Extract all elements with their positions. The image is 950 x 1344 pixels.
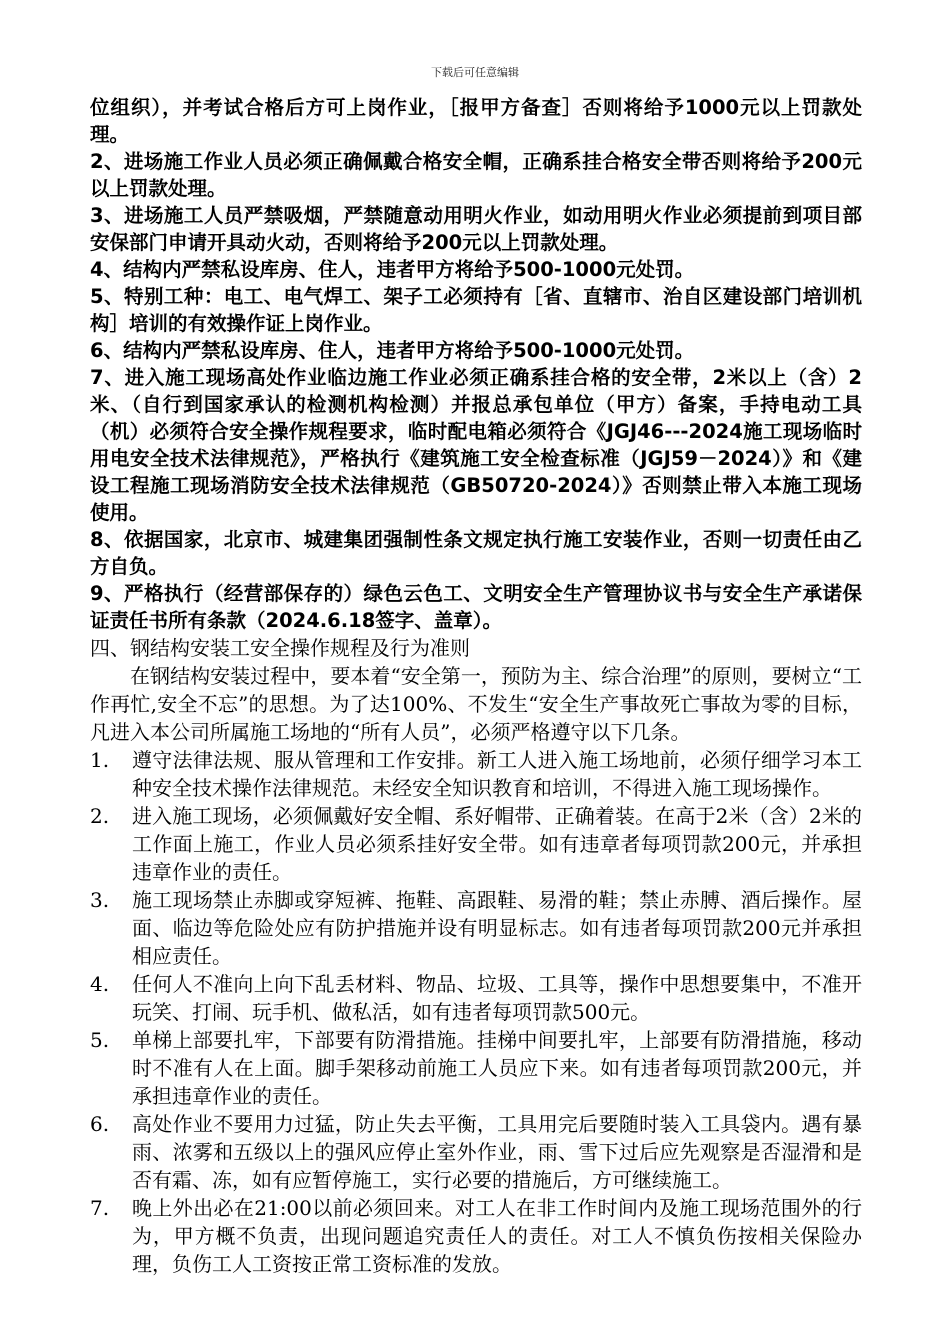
rule-text: 单梯上部要扎牢，下部要有防滑措施。挂梯中间要扎牢，上部要有防滑措施，移动时不准有人在上面。脚手架移动前施工人员应下来。如有违者每项罚款200元，并承担违章作业的责任。 [132, 1028, 862, 1108]
rule-number: 7. [90, 1196, 110, 1220]
rule-text: 进入施工现场，必须佩戴好安全帽、系好帽带、正确着装。在高于2米（含）2米的工作面上施工，作业人员必须系挂好安全带。如有违章者每项罚款200元，并承担违章作业的责任。 [132, 804, 862, 884]
rule-number: 1. [90, 748, 110, 772]
paragraph-item-2: 2、进场施工作业人员必须正确佩戴合格安全帽，正确系挂合格安全带否则将给予200元以上罚款处理。 [90, 150, 862, 200]
rule-number: 4. [90, 972, 110, 996]
rule-text: 遵守法律法规、服从管理和工作安排。新工人进入施工场地前，必须仔细学习本工种安全技术操作法律规范。未经安全知识教育和培训，不得进入施工现场操作。 [132, 748, 862, 800]
paragraph-item-5: 5、特别工种：电工、电气焊工、架子工必须持有［省、直辖市、治自区建设部门培训机构］培训的有效操作证上岗作业。 [90, 285, 862, 335]
rule-item-5 [90, 1026, 862, 1110]
paragraph-item-7: 7、进入施工现场高处作业临边施工作业必须正确系挂合格的安全带，2米以上（含）2米、（自行到国家承认的检测机构检测）并报总承包单位（甲方）备案，手持电动工具（机）必须符合安全操作规程要求，临时配电箱必须符合《JGJ46---2024施工现场临时用电安全技术法律规范》，严格执行《建筑施工安全检查标准（JGJ59－2024）》和《建设工程施工现场消防安全技术法律规范（GB50720-2024）》否则禁止带入本施工现场使用。 [90, 366, 862, 524]
rule-text: 施工现场禁止赤脚或穿短裤、拖鞋、高跟鞋、易滑的鞋；禁止赤膊、酒后操作。屋面、临边等危险处应有防护措施并设有明显标志。如有违者每项罚款200元并承担相应责任。 [132, 888, 862, 968]
rule-number: 5. [90, 1028, 110, 1052]
paragraph-continuation: 位组织），并考试合格后方可上岗作业，［报甲方备查］否则将给予1000元以上罚款处理。 [90, 96, 862, 146]
rule-item-3 [90, 886, 862, 970]
rule-text: 晚上外出必在21:00以前必须回来。对工人在非工作时间内及施工现场范围外的行为，甲方概不负责，出现问题追究责任人的责任。对工人不慎负伤按相关保险办理，负伤工人工资按正常工资标准的发放。 [132, 1196, 862, 1276]
rule-number: 3. [90, 888, 110, 912]
paragraph-item-4: 4、结构内严禁私设库房、住人，违者甲方将给予500-1000元处罚。 [90, 258, 695, 281]
section-intro: 在钢结构安装过程中，要本着“安全第一，预防为主、综合治理”的原则，要树立“工作再忙,安全不忘”的思想。为了达100%、不发生“安全生产事故死亡事故为零的目标，凡进入本公司所属施工场地的“所有人员”，必须严格遵守以下几条。 [90, 664, 862, 744]
rule-item-2 [90, 802, 862, 886]
rule-text: 任何人不准向上向下乱丢材料、物品、垃圾、工具等，操作中思想要集中，不准开玩笑、打闹、玩手机、做私活，如有违者每项罚款500元。 [132, 972, 862, 1024]
rule-item-6 [90, 1110, 862, 1194]
paragraph-item-3: 3、进场施工人员严禁吸烟，严禁随意动用明火作业，如动用明火作业必须提前到项目部安保部门申请开具动火动，否则将给予200元以上罚款处理。 [90, 204, 862, 254]
rule-item-7 [90, 1194, 862, 1278]
document-body [90, 94, 862, 1278]
paragraph-item-8: 8、依据国家，北京市、城建集团强制性条文规定执行施工安装作业，否则一切责任由乙方自负。 [90, 528, 862, 578]
rule-text: 高处作业不要用力过猛，防止失去平衡，工具用完后要随时装入工具袋内。遇有暴雨、浓雾和五级以上的强风应停止室外作业，雨、雪下过后应先观察是否湿滑和是否有霜、冻，如有应暂停施工，实行必要的措施后，方可继续施工。 [132, 1112, 862, 1192]
rule-number: 6. [90, 1112, 110, 1136]
rule-item-1 [90, 746, 862, 802]
paragraph-item-9: 9、严格执行（经营部保存的）绿色云色工、文明安全生产管理协议书与安全生产承诺保证责任书所有条款（2024.6.18签字、盖章）。 [90, 582, 862, 632]
paragraph-item-6: 6、结构内严禁私设库房、住人，违者甲方将给予500-1000元处罚。 [90, 339, 695, 362]
section-heading: 四、钢结构安装工安全操作规程及行为准则 [90, 636, 470, 660]
rule-number: 2. [90, 804, 110, 828]
page-header-note: 下载后可任意编辑 [431, 66, 519, 79]
rule-item-4 [90, 970, 862, 1026]
